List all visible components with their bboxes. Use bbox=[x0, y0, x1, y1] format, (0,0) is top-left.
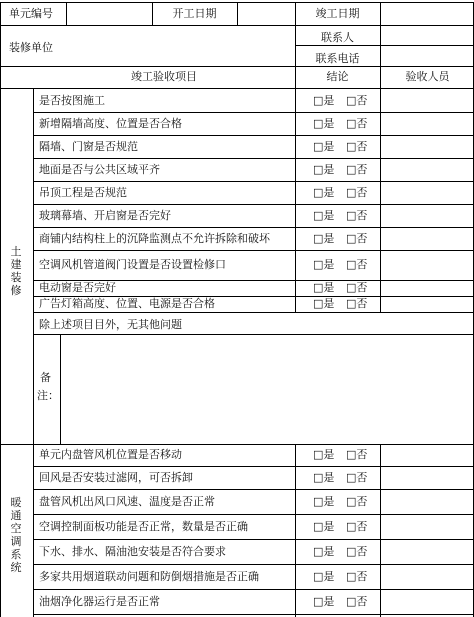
civil-item-label: 吊顶工程是否规范 bbox=[39, 186, 127, 199]
civil-item-label: 是否按图施工 bbox=[39, 94, 105, 107]
hvac-item-label: 盘管风机出风口风速、温度是否正常 bbox=[39, 495, 215, 508]
hvac-no-checkbox[interactable]: □否 bbox=[346, 471, 368, 484]
grid-line bbox=[33, 135, 474, 136]
grid-line bbox=[33, 204, 474, 205]
hvac-item-label: 单元内盘管风机位置是否移动 bbox=[39, 448, 182, 461]
grid-line bbox=[33, 250, 474, 251]
contact-phone-label: 联系电话 bbox=[315, 52, 360, 65]
grid-line bbox=[295, 25, 474, 26]
civil-item-label: 玻璃幕墙、开启窗是否完好 bbox=[39, 209, 171, 222]
grid-line bbox=[33, 88, 34, 617]
civil-no-checkbox[interactable]: □否 bbox=[346, 297, 368, 310]
civil-item-label: 空调风机管道阀门设置是否设置检修口 bbox=[39, 258, 226, 271]
hvac-yes-checkbox[interactable]: □是 bbox=[313, 595, 335, 608]
grid-line bbox=[0, 444, 474, 445]
decoration-unit-label: 装修单位 bbox=[9, 41, 53, 54]
contact-person-label: 联系人 bbox=[321, 31, 354, 44]
civil-no-checkbox[interactable]: □否 bbox=[346, 209, 368, 222]
grid-line bbox=[295, 66, 296, 312]
hvac-no-checkbox[interactable]: □否 bbox=[346, 595, 368, 608]
start-date-label: 开工日期 bbox=[172, 7, 217, 20]
civil-item-label: 新增隔墙高度、位置是否合格 bbox=[39, 117, 182, 130]
hvac-item-label: 多家共用烟道联动问题和防倒烟措施是否正确 bbox=[39, 570, 259, 583]
civil-yes-checkbox[interactable]: □是 bbox=[313, 232, 335, 245]
hvac-no-checkbox[interactable]: □否 bbox=[346, 545, 368, 558]
hvac-item-label: 空调控制面板功能是否正常，数量是否正确 bbox=[39, 520, 248, 533]
hvac-yes-checkbox[interactable]: □是 bbox=[313, 495, 335, 508]
grid-line bbox=[33, 539, 474, 540]
civil-yes-checkbox[interactable]: □是 bbox=[313, 258, 335, 271]
hvac-item-label: 油烟净化器运行是否正常 bbox=[39, 595, 160, 608]
civil-no-checkbox[interactable]: □否 bbox=[346, 281, 368, 294]
section-civil-label: 土建装修 bbox=[10, 245, 22, 297]
grid-line bbox=[0, 88, 474, 89]
civil-item-label: 商铺内结构柱上的沉降监测点不允许拆除和破坏 bbox=[39, 232, 270, 245]
civil-item-label: 地面是否与公共区域平齐 bbox=[39, 163, 160, 176]
hvac-no-checkbox[interactable]: □否 bbox=[346, 495, 368, 508]
hvac-yes-checkbox[interactable]: □是 bbox=[313, 520, 335, 533]
grid-line bbox=[0, 2, 1, 617]
civil-no-checkbox[interactable]: □否 bbox=[346, 140, 368, 153]
civil-yes-checkbox[interactable]: □是 bbox=[313, 140, 335, 153]
civil-no-checkbox[interactable]: □否 bbox=[346, 117, 368, 130]
hvac-no-checkbox[interactable]: □否 bbox=[346, 448, 368, 461]
grid-line bbox=[33, 614, 474, 615]
civil-item-label: 隔墙、门窗是否规范 bbox=[39, 140, 138, 153]
grid-line bbox=[380, 66, 381, 312]
col-item-header: 竣工验收项目 bbox=[131, 70, 197, 83]
section-hvac-label: 暖通空调系统 bbox=[10, 496, 22, 574]
hvac-yes-checkbox[interactable]: □是 bbox=[313, 471, 335, 484]
civil-yes-checkbox[interactable]: □是 bbox=[313, 186, 335, 199]
grid-line bbox=[33, 112, 474, 113]
hvac-yes-checkbox[interactable]: □是 bbox=[313, 570, 335, 583]
grid-line bbox=[33, 489, 474, 490]
civil-yes-checkbox[interactable]: □是 bbox=[313, 281, 335, 294]
end-date-label: 竣工日期 bbox=[315, 7, 360, 20]
grid-line bbox=[33, 466, 474, 467]
civil-yes-checkbox[interactable]: □是 bbox=[313, 94, 335, 107]
grid-line bbox=[33, 514, 474, 515]
civil-no-checkbox[interactable]: □否 bbox=[346, 163, 368, 176]
civil-yes-checkbox[interactable]: □是 bbox=[313, 117, 335, 130]
grid-line bbox=[60, 334, 61, 444]
remarks-label-1: 备 bbox=[40, 371, 51, 384]
hvac-item-label: 回风是否安装过滤网，可否拆卸 bbox=[39, 471, 193, 484]
civil-no-checkbox[interactable]: □否 bbox=[346, 258, 368, 271]
hvac-yes-checkbox[interactable]: □是 bbox=[313, 545, 335, 558]
grid-line bbox=[237, 2, 238, 25]
col-conclusion-header: 结论 bbox=[326, 70, 349, 83]
col-inspector-header: 验收人员 bbox=[405, 70, 450, 83]
grid-line bbox=[33, 589, 474, 590]
civil-item-label: 广告灯箱高度、位置、电源是否合格 bbox=[39, 297, 215, 310]
grid-line bbox=[0, 25, 295, 26]
grid-line bbox=[295, 45, 474, 46]
hvac-yes-checkbox[interactable]: □是 bbox=[313, 448, 335, 461]
grid-line bbox=[33, 181, 474, 182]
grid-line bbox=[33, 158, 474, 159]
grid-line bbox=[380, 2, 381, 66]
grid-line bbox=[33, 334, 474, 335]
other-note: 除上述项目目外，无其他问题 bbox=[39, 318, 182, 331]
unit-no-label: 单元编号 bbox=[9, 7, 53, 20]
remarks-label-2: 注： bbox=[37, 389, 59, 402]
hvac-no-checkbox[interactable]: □否 bbox=[346, 570, 368, 583]
hvac-item-label: 下水、排水、隔油池安装是否符合要求 bbox=[39, 545, 226, 558]
civil-yes-checkbox[interactable]: □是 bbox=[313, 163, 335, 176]
grid-line bbox=[33, 312, 474, 313]
grid-line bbox=[66, 2, 67, 25]
grid-line bbox=[33, 564, 474, 565]
grid-line bbox=[33, 227, 474, 228]
grid-line bbox=[0, 66, 474, 67]
civil-yes-checkbox[interactable]: □是 bbox=[313, 297, 335, 310]
civil-item-label: 电动窗是否完好 bbox=[39, 281, 116, 294]
grid-line bbox=[380, 444, 381, 617]
hvac-no-checkbox[interactable]: □否 bbox=[346, 520, 368, 533]
civil-no-checkbox[interactable]: □否 bbox=[346, 94, 368, 107]
civil-no-checkbox[interactable]: □否 bbox=[346, 232, 368, 245]
grid-line bbox=[295, 444, 296, 617]
civil-yes-checkbox[interactable]: □是 bbox=[313, 209, 335, 222]
civil-no-checkbox[interactable]: □否 bbox=[346, 186, 368, 199]
